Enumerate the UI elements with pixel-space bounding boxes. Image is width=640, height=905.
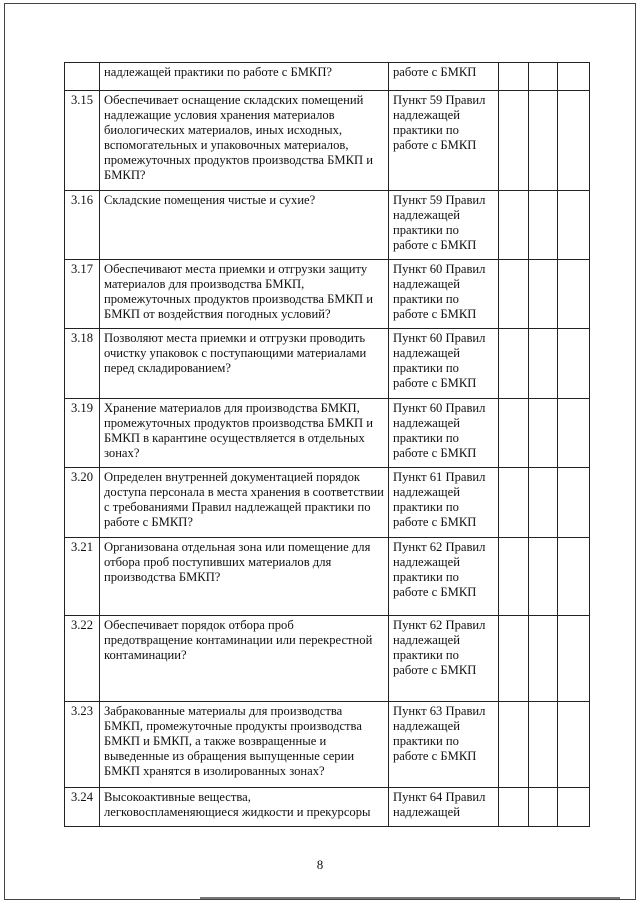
table-row [65,191,590,260]
requirement-text: Организована отдельная зона или помещение для отбора проб поступивших материалов для производства БМКП? [100,538,389,616]
answer-cell-no[interactable] [529,399,558,468]
row-number: 3.24 [65,788,100,827]
table-row [65,702,590,788]
regulation-reference: Пункт 61 Правил надлежащей практики по работе с БМКП [389,468,499,538]
answer-cell-yes[interactable] [499,329,529,399]
answer-cell-na[interactable] [558,616,590,702]
answer-cell-no[interactable] [529,63,558,91]
requirement-text: Высокоактивные вещества, легковоспламеняющиеся жидкости и прекурсоры [100,788,389,827]
answer-cell-na[interactable] [558,399,590,468]
table-row [65,260,590,329]
regulation-reference: Пункт 59 Правил надлежащей практики по работе с БМКП [389,191,499,260]
answer-cell-no[interactable] [529,191,558,260]
row-number [65,63,100,91]
row-number: 3.18 [65,329,100,399]
answer-cell-no[interactable] [529,260,558,329]
answer-cell-no[interactable] [529,702,558,788]
table-row [65,788,590,827]
row-number: 3.19 [65,399,100,468]
requirement-text: Хранение материалов для производства БМКП, промежуточных продуктов производства БМКП и БМКП в карантине осуществляется в отдельных зонах? [100,399,389,468]
answer-cell-na[interactable] [558,329,590,399]
row-number: 3.22 [65,616,100,702]
answer-cell-na[interactable] [558,260,590,329]
requirement-text: Обеспечивает оснащение складских помещений надлежащие условия хранения материалов биологических материалов, иных исходных, вспомогательных и упаковочных материалов, промежуточных продуктов производства БМКП и БМКП? [100,91,389,191]
table-row [65,399,590,468]
requirement-text: Позволяют места приемки и отгрузки проводить очистку упаковок с поступающими материалами перед складированием? [100,329,389,399]
answer-cell-yes[interactable] [499,399,529,468]
table-row [65,91,590,191]
answer-cell-no[interactable] [529,468,558,538]
row-number: 3.23 [65,702,100,788]
table-row [65,63,590,91]
regulation-reference: Пункт 63 Правил надлежащей практики по работе с БМКП [389,702,499,788]
requirement-text: надлежащей практики по работе с БМКП? [100,63,389,91]
regulation-reference: Пункт 60 Правил надлежащей практики по работе с БМКП [389,329,499,399]
requirement-text: Обеспечивают места приемки и отгрузки защиту материалов для производства БМКП, промежуточных продуктов производства БМКП и БМКП от воздействия погодных условий? [100,260,389,329]
scan-edge-line [200,897,620,899]
table-row [65,468,590,538]
row-number: 3.21 [65,538,100,616]
row-number: 3.16 [65,191,100,260]
regulation-reference: Пункт 59 Правил надлежащей практики по работе с БМКП [389,91,499,191]
regulation-reference: работе с БМКП [389,63,499,91]
table-row [65,616,590,702]
answer-cell-na[interactable] [558,702,590,788]
regulation-reference: Пункт 62 Правил надлежащей практики по работе с БМКП [389,538,499,616]
regulation-reference: Пункт 62 Правил надлежащей практики по работе с БМКП [389,616,499,702]
table-row [65,538,590,616]
requirement-text: Определен внутренней документацией порядок доступа персонала в места хранения в соответствии с требованиями Правил надлежащей практики по работе с БМКП? [100,468,389,538]
page-number: 8 [316,857,324,872]
answer-cell-no[interactable] [529,616,558,702]
answer-cell-na[interactable] [558,91,590,191]
answer-cell-no[interactable] [529,91,558,191]
answer-cell-na[interactable] [558,468,590,538]
answer-cell-yes[interactable] [499,788,529,827]
regulation-reference: Пункт 64 Правил надлежащей [389,788,499,827]
checklist-table [64,62,590,827]
answer-cell-yes[interactable] [499,468,529,538]
answer-cell-na[interactable] [558,191,590,260]
regulation-reference: Пункт 60 Правил надлежащей практики по работе с БМКП [389,399,499,468]
requirement-text: Складские помещения чистые и сухие? [100,191,389,260]
answer-cell-yes[interactable] [499,260,529,329]
answer-cell-yes[interactable] [499,702,529,788]
answer-cell-no[interactable] [529,329,558,399]
answer-cell-no[interactable] [529,538,558,616]
answer-cell-na[interactable] [558,538,590,616]
row-number: 3.20 [65,468,100,538]
requirement-text: Обеспечивает порядок отбора проб предотвращение контаминации или перекрестной контаминации? [100,616,389,702]
answer-cell-yes[interactable] [499,616,529,702]
answer-cell-yes[interactable] [499,63,529,91]
row-number: 3.17 [65,260,100,329]
answer-cell-na[interactable] [558,63,590,91]
answer-cell-yes[interactable] [499,191,529,260]
answer-cell-yes[interactable] [499,538,529,616]
regulation-reference: Пункт 60 Правил надлежащей практики по работе с БМКП [389,260,499,329]
row-number: 3.15 [65,91,100,191]
answer-cell-yes[interactable] [499,91,529,191]
answer-cell-na[interactable] [558,788,590,827]
requirement-text: Забракованные материалы для производства БМКП, промежуточные продукты производства БМКП и БМКП, а также возвращенные и выведенные из обращения выпущенные серии БМКП хранятся в изолированных зонах? [100,702,389,788]
table-row [65,329,590,399]
answer-cell-no[interactable] [529,788,558,827]
